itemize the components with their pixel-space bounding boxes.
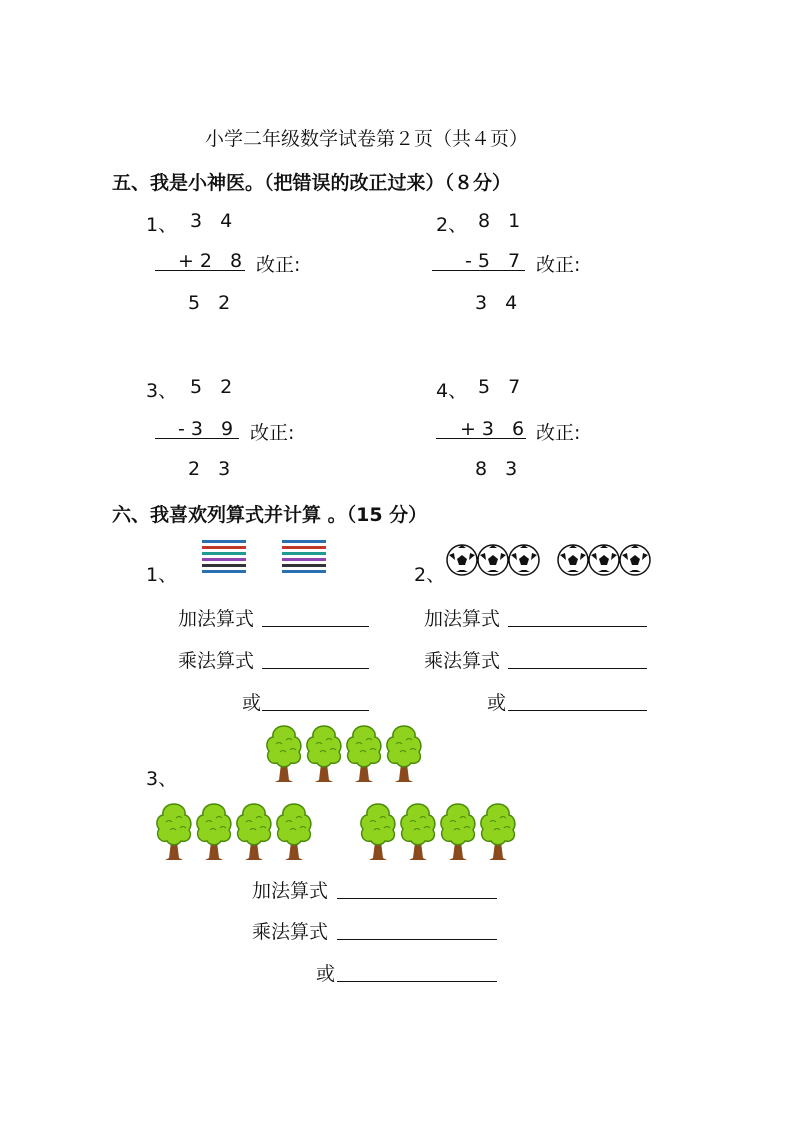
problem-2-op: -5 7 [465,250,527,272]
q2-add-line[interactable] [508,606,647,627]
problem-1-op: +2 8 [178,250,249,272]
section-6-heading: 六、我喜欢列算式并计算 。（15 分） [112,504,428,526]
problem-2-result: 3 4 [475,292,524,314]
problem-1-top: 3 4 [190,210,239,232]
problem-3-top: 5 2 [190,376,239,398]
tree-group-left-icon [154,802,318,862]
problem-2-label: 2、 [436,214,468,236]
q1-add-label: 加法算式 [178,608,255,630]
q2-mul-line[interactable] [508,648,647,669]
tree-group-top-icon [264,724,428,784]
q3-or-label: 或 [316,963,336,985]
q2-label: 2、 [414,564,446,586]
page-title: 小学二年级数学试卷第２页（共４页） [205,128,529,150]
problem-4-label: 4、 [436,380,468,402]
soccer-ball-group-1-icon [446,543,542,577]
q2-add-label: 加法算式 [424,608,501,630]
problem-2-fix-label: 改正: [536,254,581,276]
problem-2-top: 8 1 [478,210,527,232]
q3-add-label: 加法算式 [252,880,329,902]
problem-4-op: +3 6 [460,418,531,440]
q2-mul-label: 乘法算式 [424,650,501,672]
section-5-heading: 五、我是小神医。（把错误的改正过来）（８分） [112,172,512,194]
q1-or-label: 或 [242,692,262,714]
q1-mul-label: 乘法算式 [178,650,255,672]
problem-1-fix-label: 改正: [256,254,301,276]
problem-3-fix-label: 改正: [250,422,295,444]
problem-1-result: 5 2 [188,292,237,314]
q1-label: 1、 [146,564,178,586]
problem-3-label: 3、 [146,380,178,402]
problem-4-top: 5 7 [478,376,527,398]
tree-group-right-icon [358,802,522,862]
problem-1-label: 1、 [146,214,178,236]
pencil-group-1-icon [200,538,250,576]
q1-add-line[interactable] [262,606,369,627]
soccer-ball-group-2-icon [557,543,653,577]
q3-label: 3、 [146,768,178,790]
q3-or-line[interactable] [337,961,497,982]
q3-mul-line[interactable] [337,919,497,940]
q1-or-line[interactable] [262,690,369,711]
q1-mul-line[interactable] [262,648,369,669]
problem-4-fix-label: 改正: [536,422,581,444]
q3-add-line[interactable] [337,878,497,899]
pencil-group-2-icon [280,538,330,576]
problem-3-op: -3 9 [178,418,240,440]
q2-or-label: 或 [487,692,507,714]
problem-4-result: 8 3 [475,458,524,480]
problem-3-result: 2 3 [188,458,237,480]
q3-mul-label: 乘法算式 [252,921,329,943]
q2-or-line[interactable] [508,690,647,711]
